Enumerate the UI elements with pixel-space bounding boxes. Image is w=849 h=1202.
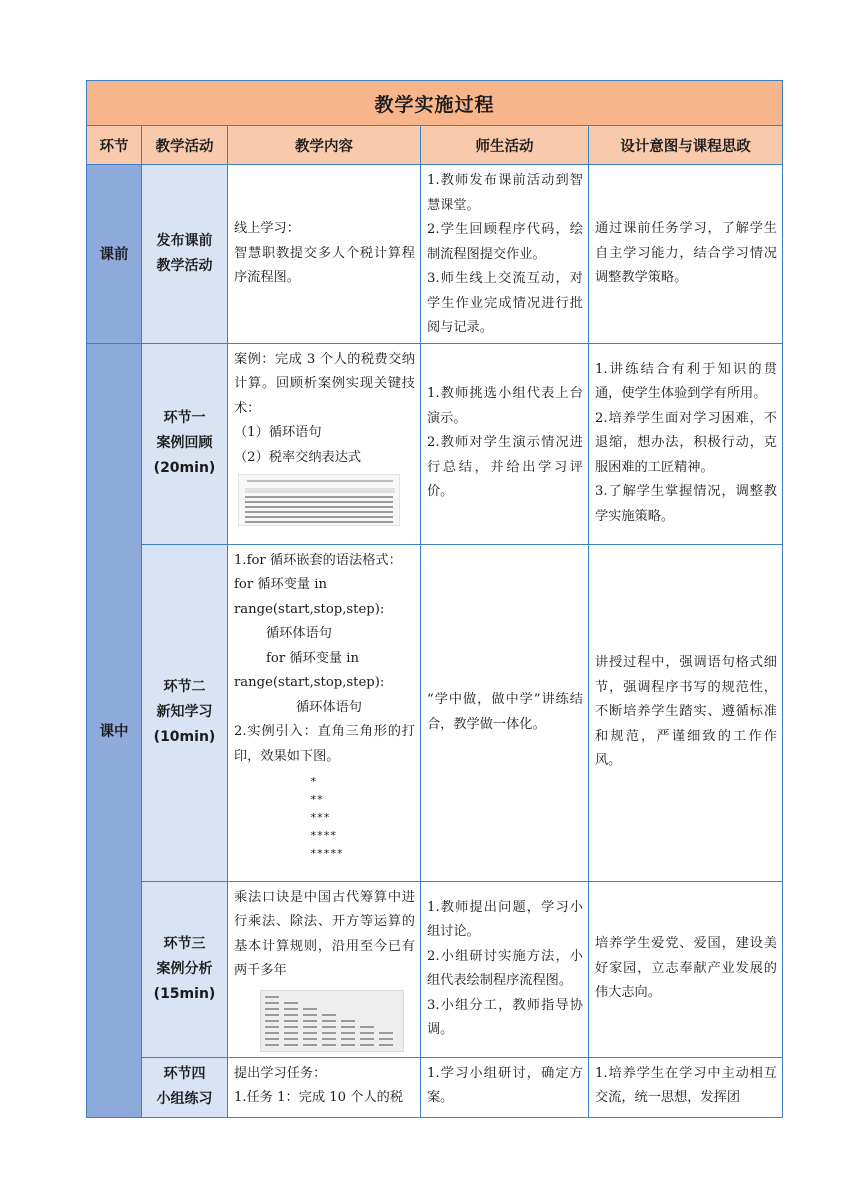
mt-row-5 (265, 1020, 355, 1022)
activity-step3-line1: 环节三 (163, 935, 206, 952)
content-step1-item1: （1）循环语句 (234, 425, 322, 440)
header-stage: 环节 (87, 126, 142, 165)
activity-step3-line3: (15min) (153, 985, 216, 1002)
intent-step3: 培养学生爱党、爱国，建设美好家园，立志奉献产业发展的伟大志向。 (589, 881, 783, 1057)
activity-step2-line1: 环节二 (163, 679, 206, 695)
triangle-output (234, 773, 415, 863)
teacher-step2: “学中做，做中学”讲练结合，教学做一体化。 (421, 544, 589, 881)
teacher-pre-item1: 1.教师发布课前活动到智慧课堂。 (427, 173, 583, 213)
syntax-outer-body: 循环体语句 (266, 626, 332, 641)
thumb-header-line (247, 480, 393, 482)
header-activity: 教学活动 (142, 126, 228, 165)
activity-pre (142, 165, 228, 344)
content-step1-item2: （2）税率交纳表达式 (234, 449, 362, 465)
syntax-outer-for: for 循环变量 in (234, 577, 327, 592)
intent-step1-item2: 2.培养学生面对学习困难，不退缩，想办法，积极行动，克服困难的工匠精神。 (595, 410, 777, 475)
mt-row-9 (265, 1044, 398, 1046)
content-step4-line1: 提出学习任务： (234, 1065, 327, 1081)
teaching-process-table (86, 80, 783, 1118)
activity-step4 (142, 1057, 228, 1117)
activity-step2 (142, 544, 228, 881)
activity-step2-line2: 新知学习 (156, 704, 213, 720)
mt-row-4 (265, 1014, 336, 1016)
triangle-row-5: ***** (310, 847, 344, 860)
thumb-row-4 (245, 511, 393, 513)
mt-row-2 (265, 1002, 298, 1004)
triangle-row-3: *** (310, 811, 330, 824)
activity-step3-line2: 案例分析 (156, 960, 213, 977)
activity-step1-line2: 案例回顾 (156, 435, 213, 451)
mt-row-1 (265, 996, 279, 998)
intent-pre: 通过课前任务学习，了解学生自主学习能力，结合学习情况调整教学策略。 (589, 165, 783, 344)
teacher-pre-item3: 3.师生线上交流互动，对学生作业完成情况进行批阅与记录。 (427, 271, 583, 335)
table-row-step2 (87, 544, 783, 881)
content-step1 (228, 343, 421, 544)
activity-step4-line1: 环节四 (163, 1065, 206, 1082)
content-pre (228, 165, 421, 344)
content-step4-line2: 1.任务 1：完成 10 个人的税 (234, 1090, 404, 1105)
triangle-row-2: ** (310, 793, 324, 806)
activity-step1-line3: (20min) (153, 460, 216, 476)
thumb-row-3 (245, 506, 393, 508)
teacher-step3-item2: 2.小组研讨实施方法，小组代表绘制程序流程图。 (427, 948, 583, 988)
content-pre-line1: 线上学习： (234, 221, 300, 236)
teacher-pre (421, 165, 589, 344)
teacher-step3 (421, 881, 589, 1057)
activity-pre-line2: 教学活动 (156, 257, 213, 274)
content-step3-text: 乘法口诀是中国古代筹算中进行乘法、除法、开方等运算的基本计算规则，沿用至今已有两千多年 (234, 889, 415, 978)
table-row-step3 (87, 881, 783, 1057)
activity-step4-line2: 小组练习 (156, 1090, 213, 1107)
triangle-row-4: **** (310, 829, 337, 842)
teacher-step1-item1: 1.教师挑选小组代表上台演示。 (427, 386, 583, 426)
intent-step1 (589, 343, 783, 544)
intent-step4: 1.培养学生在学习中主动相互交流，统一思想，发挥团 (589, 1057, 783, 1117)
table-row-pre (87, 165, 783, 344)
content-pre-line2: 智慧职教提交多人个税计算程序流程图。 (234, 245, 415, 285)
header-intent: 设计意图与课程思政 (589, 126, 783, 165)
tax-table-thumbnail (238, 474, 400, 526)
activity-step2-line3: (10min) (153, 729, 216, 745)
thumb-row-1 (245, 496, 393, 498)
thumb-row-2 (245, 501, 393, 503)
teacher-step1-item2: 2.教师对学生演示情况进行总结，并给出学习评价。 (427, 435, 583, 500)
thumb-table-header (245, 488, 395, 493)
content-step3 (228, 881, 421, 1057)
section-pre: 课前 (87, 165, 142, 344)
activity-step1 (142, 343, 228, 544)
header-row (87, 126, 783, 165)
header-teacher-student: 师生活动 (421, 126, 589, 165)
teacher-step3-item1: 1.教师提出问题，学习小组讨论。 (427, 899, 583, 939)
intent-step1-item1: 1.讲练结合有利于知识的贯通，使学生体验到学有所用。 (595, 361, 777, 402)
teacher-step4: 1.学习小组研讨，确定方案。 (421, 1057, 589, 1117)
syntax-inner-for: for 循环变量 in (266, 650, 359, 666)
mt-row-6 (265, 1026, 374, 1028)
syntax-outer-range: range(start,stop,step): (234, 601, 385, 617)
mt-row-3 (265, 1008, 317, 1010)
activity-pre-line1: 发布课前 (156, 232, 213, 249)
teacher-pre-item2: 2.学生回顾程序代码，绘制流程图提交作业。 (427, 222, 583, 262)
intent-step2: 讲授过程中，强调语句格式细节，强调程序书写的规范性，不断培养学生踏实、遵循标准和规范，严谨细致的工作作风。 (589, 544, 783, 881)
content-step4 (228, 1057, 421, 1117)
triangle-row-1: * (310, 775, 317, 788)
activity-step3 (142, 881, 228, 1057)
activity-step1-line1: 环节一 (163, 410, 206, 426)
teacher-step1 (421, 343, 589, 544)
syntax-inner-range: range(start,stop,step): (234, 675, 385, 690)
intent-step1-item3: 3.了解学生掌握情况，调整教学实施策略。 (595, 484, 777, 524)
title-row (87, 81, 783, 126)
header-content: 教学内容 (228, 126, 421, 165)
teaching-process-table-wrapper (86, 80, 782, 1114)
table-row-step1 (87, 343, 783, 544)
section-mid: 课中 (87, 343, 142, 1117)
mt-row-8 (265, 1038, 398, 1040)
table-row-step4 (87, 1057, 783, 1117)
teacher-step3-item3: 3.小组分工，教师指导协调。 (427, 997, 583, 1037)
thumb-row-6 (245, 521, 393, 523)
content-step1-text: 案例：完成 3 个人的税费交纳计算。回顾析案例实现关键技术： (234, 351, 415, 416)
mt-row-7 (265, 1032, 393, 1034)
syntax-title: 1.for 循环嵌套的语法格式： (234, 552, 402, 568)
content-step2 (228, 544, 421, 881)
multiplication-table-thumbnail (260, 990, 404, 1052)
thumb-row-5 (245, 516, 393, 518)
syntax-inner-body: 循环体语句 (296, 699, 362, 715)
example-intro: 2.实例引入：直角三角形的打印，效果如下图。 (234, 724, 415, 764)
table-title: 教学实施过程 (87, 81, 783, 126)
